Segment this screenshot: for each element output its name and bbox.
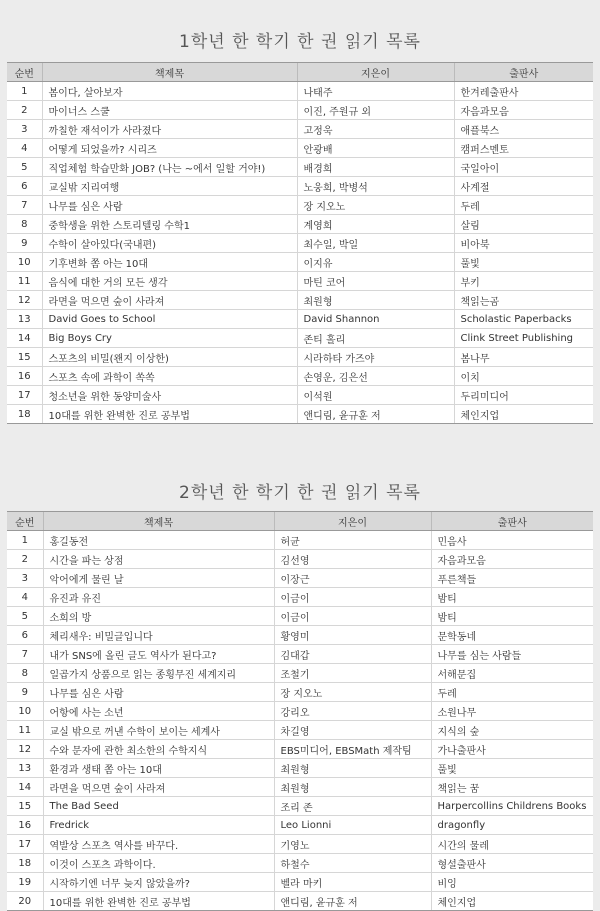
col-header-author: 지은이 [297,63,454,82]
col-header-author: 지은이 [274,512,431,531]
cell-number: 4 [7,139,42,158]
cell-book-title: 소희의 방 [43,607,274,626]
cell-number: 19 [7,873,43,892]
cell-publisher: 한겨레출판사 [454,82,593,101]
col-header-number: 순번 [7,512,43,531]
table-row [7,740,593,759]
cell-publisher: 서해문집 [431,664,593,683]
cell-number: 3 [7,569,43,588]
cell-number: 16 [7,816,43,835]
table-row [7,683,593,702]
cell-publisher: 책읽는 꿈 [431,778,593,797]
cell-author: 배경희 [297,158,454,177]
table-row [7,272,593,291]
table-row [7,177,593,196]
cell-book-title: 내가 SNS에 올린 글도 역사가 된다고? [43,645,274,664]
cell-book-title: 기후변화 쫌 아는 10대 [42,253,297,272]
cell-number: 10 [7,702,43,721]
cell-book-title: Big Boys Cry [42,329,297,348]
cell-author: 기영노 [274,835,431,854]
cell-publisher: 비아북 [454,234,593,253]
table-row [7,310,593,329]
table-header-row [7,63,593,82]
cell-author: 이석원 [297,386,454,405]
cell-author: 조리 존 [274,797,431,816]
cell-author: 손영운, 김은선 [297,367,454,386]
cell-number: 14 [7,329,42,348]
cell-publisher: Harpercollins Childrens Books [431,797,593,816]
cell-author: 앤디림, 윤규훈 저 [274,892,431,911]
cell-book-title: 나무를 심은 사람 [43,683,274,702]
cell-number: 7 [7,196,42,215]
table-row [7,367,593,386]
cell-author: 차길영 [274,721,431,740]
table-row [7,82,593,101]
cell-book-title: 10대를 위한 완벽한 진로 공부법 [43,892,274,911]
cell-book-title: 역발상 스포츠 역사를 바꾸다. [43,835,274,854]
cell-book-title: 환경과 생태 쫌 아는 10대 [43,759,274,778]
cell-publisher: 체인지업 [431,892,593,911]
table-row [7,234,593,253]
cell-publisher: 이치 [454,367,593,386]
cell-book-title: 까칠한 재석이가 사라졌다 [42,120,297,139]
cell-book-title: 일곱가지 상품으로 읽는 종횡무진 세계지리 [43,664,274,683]
table-row [7,550,593,569]
cell-author: 조철기 [274,664,431,683]
cell-number: 15 [7,348,42,367]
cell-publisher: 두레 [431,683,593,702]
table-row [7,835,593,854]
cell-author: 벨라 마키 [274,873,431,892]
cell-author: 하철수 [274,854,431,873]
cell-publisher: 형설출판사 [431,854,593,873]
cell-publisher: 지식의 숲 [431,721,593,740]
cell-author: 최원형 [297,291,454,310]
cell-number: 6 [7,177,42,196]
grade2-title: 2학년 한 학기 한 권 읽기 목록 [179,483,421,503]
table-row [7,569,593,588]
cell-number: 6 [7,626,43,645]
col-header-title: 책제목 [42,63,297,82]
table-row [7,721,593,740]
cell-number: 18 [7,854,43,873]
cell-publisher: dragonfly [431,816,593,835]
table-row [7,759,593,778]
cell-book-title: 이것이 스포츠 과학이다. [43,854,274,873]
cell-publisher: 풀빛 [454,253,593,272]
cell-book-title: 10대를 위한 완벽한 진로 공부법 [42,405,297,424]
table-row [7,531,593,550]
col-header-publisher: 출판사 [431,512,593,531]
cell-author: 이지유 [297,253,454,272]
cell-book-title: 스포츠의 비밀(왠지 이상한) [42,348,297,367]
cell-number: 10 [7,253,42,272]
cell-book-title: 교실 밖으로 꺼낸 수학이 보이는 세계사 [43,721,274,740]
table-row [7,873,593,892]
cell-book-title: 마이너스 스쿨 [42,101,297,120]
cell-number: 9 [7,234,42,253]
table-row [7,664,593,683]
cell-author: 장 지오노 [297,196,454,215]
cell-publisher: 두리미디어 [454,386,593,405]
table-row [7,645,593,664]
table-row [7,816,593,835]
cell-author: 앤디림, 윤규훈 저 [297,405,454,424]
cell-book-title: Fredrick [43,816,274,835]
table-row [7,607,593,626]
cell-book-title: 중학생을 위한 스토리텔링 수학1 [42,215,297,234]
cell-publisher: 풀빛 [431,759,593,778]
table-row [7,588,593,607]
cell-book-title: 직업체험 학습만화 JOB? (나는 ~에서 일할 거야!) [42,158,297,177]
cell-number: 4 [7,588,43,607]
cell-number: 8 [7,215,42,234]
cell-book-title: 교실밖 지리여행 [42,177,297,196]
cell-author: 김선영 [274,550,431,569]
grade1-title: 1학년 한 학기 한 권 읽기 목록 [179,32,421,52]
table-row [7,854,593,873]
cell-number: 18 [7,405,42,424]
table-row [7,405,593,424]
cell-number: 15 [7,797,43,816]
cell-publisher: 나무를 심는 사람들 [431,645,593,664]
cell-author: 존티 홀리 [297,329,454,348]
cell-publisher: 사계절 [454,177,593,196]
cell-number: 16 [7,367,42,386]
cell-number: 2 [7,101,42,120]
cell-book-title: The Bad Seed [43,797,274,816]
cell-number: 17 [7,835,43,854]
cell-book-title: 홍길동전 [43,531,274,550]
cell-author: 장 지오노 [274,683,431,702]
table-row [7,253,593,272]
table-row [7,797,593,816]
cell-number: 8 [7,664,43,683]
cell-publisher: 책읽는곰 [454,291,593,310]
table-row [7,120,593,139]
cell-publisher: 비잉 [431,873,593,892]
cell-author: 이장근 [274,569,431,588]
cell-author: 시라하타 가즈야 [297,348,454,367]
cell-number: 13 [7,310,42,329]
cell-book-title: 봄이다, 살아보자 [42,82,297,101]
cell-book-title: 악어에게 물린 날 [43,569,274,588]
cell-number: 12 [7,740,43,759]
cell-book-title: 수와 문자에 관한 최소한의 수학지식 [43,740,274,759]
cell-number: 20 [7,892,43,911]
grade1-section [0,0,600,440]
cell-author: Leo Lionni [274,816,431,835]
cell-number: 2 [7,550,43,569]
cell-number: 12 [7,291,42,310]
table-row [7,196,593,215]
cell-publisher: 부키 [454,272,593,291]
cell-author: 나태주 [297,82,454,101]
grade2-table-body [7,531,593,911]
cell-book-title: 어떻게 되었을까? 시리즈 [42,139,297,158]
cell-author: 고정욱 [297,120,454,139]
cell-book-title: David Goes to School [42,310,297,329]
cell-publisher: 체인지업 [454,405,593,424]
grade2-book-table [7,511,593,911]
col-header-title: 책제목 [43,512,274,531]
cell-author: 마틴 코어 [297,272,454,291]
table-row [7,386,593,405]
cell-publisher: 국일아이 [454,158,593,177]
cell-number: 3 [7,120,42,139]
cell-number: 11 [7,272,42,291]
table-header-row [7,512,593,531]
cell-author: 김대갑 [274,645,431,664]
cell-number: 14 [7,778,43,797]
cell-publisher: 봄나무 [454,348,593,367]
cell-publisher: 두레 [454,196,593,215]
cell-author: 안광배 [297,139,454,158]
cell-publisher: 자음과모음 [454,101,593,120]
table-row [7,892,593,911]
table-row [7,329,593,348]
col-header-number: 순번 [7,63,42,82]
cell-publisher: 민음사 [431,531,593,550]
cell-number: 5 [7,158,42,177]
cell-number: 9 [7,683,43,702]
cell-number: 11 [7,721,43,740]
cell-publisher: 가나출판사 [431,740,593,759]
cell-number: 17 [7,386,42,405]
cell-author: EBS미디어, EBSMath 제작팀 [274,740,431,759]
cell-publisher: Clink Street Publishing [454,329,593,348]
cell-author: David Shannon [297,310,454,329]
cell-publisher: 캠퍼스멘토 [454,139,593,158]
cell-publisher: 푸른책들 [431,569,593,588]
cell-book-title: 라면을 먹으면 숲이 사라져 [43,778,274,797]
cell-publisher: 밤티 [431,588,593,607]
cell-publisher: Scholastic Paperbacks [454,310,593,329]
cell-number: 5 [7,607,43,626]
cell-author: 이금이 [274,588,431,607]
table-row [7,215,593,234]
cell-book-title: 시간을 파는 상점 [43,550,274,569]
table-row [7,626,593,645]
cell-author: 이금이 [274,607,431,626]
cell-author: 최수일, 박일 [297,234,454,253]
cell-book-title: 수학이 살아있다(국내편) [42,234,297,253]
cell-author: 이진, 주원규 외 [297,101,454,120]
grade1-table-body [7,82,593,424]
table-row [7,348,593,367]
cell-publisher: 소원나무 [431,702,593,721]
cell-book-title: 라면을 먹으면 숲이 사라져 [42,291,297,310]
cell-publisher: 시간의 물레 [431,835,593,854]
cell-number: 1 [7,531,43,550]
cell-publisher: 밤티 [431,607,593,626]
table-row [7,778,593,797]
cell-author: 계영희 [297,215,454,234]
col-header-publisher: 출판사 [454,63,593,82]
table-row [7,101,593,120]
cell-author: 허균 [274,531,431,550]
cell-book-title: 스포츠 속에 과학이 쏙쏙 [42,367,297,386]
table-row [7,291,593,310]
cell-author: 황영미 [274,626,431,645]
cell-publisher: 살림 [454,215,593,234]
table-row [7,139,593,158]
cell-number: 1 [7,82,42,101]
cell-book-title: 음식에 대한 거의 모든 생각 [42,272,297,291]
cell-publisher: 문학동네 [431,626,593,645]
cell-book-title: 어항에 사는 소년 [43,702,274,721]
cell-author: 노웅희, 박병석 [297,177,454,196]
cell-book-title: 시작하기엔 너무 늦지 않았을까? [43,873,274,892]
cell-author: 강리오 [274,702,431,721]
cell-book-title: 나무를 심은 사람 [42,196,297,215]
cell-number: 13 [7,759,43,778]
cell-publisher: 자음과모음 [431,550,593,569]
cell-book-title: 유진과 유진 [43,588,274,607]
table-row [7,702,593,721]
cell-author: 최원형 [274,778,431,797]
cell-number: 7 [7,645,43,664]
cell-author: 최원형 [274,759,431,778]
cell-book-title: 체리새우: 비밀글입니다 [43,626,274,645]
cell-publisher: 애플북스 [454,120,593,139]
grade1-book-table [7,62,593,424]
grade2-section [0,450,600,909]
table-row [7,158,593,177]
cell-book-title: 청소년을 위한 동양미술사 [42,386,297,405]
